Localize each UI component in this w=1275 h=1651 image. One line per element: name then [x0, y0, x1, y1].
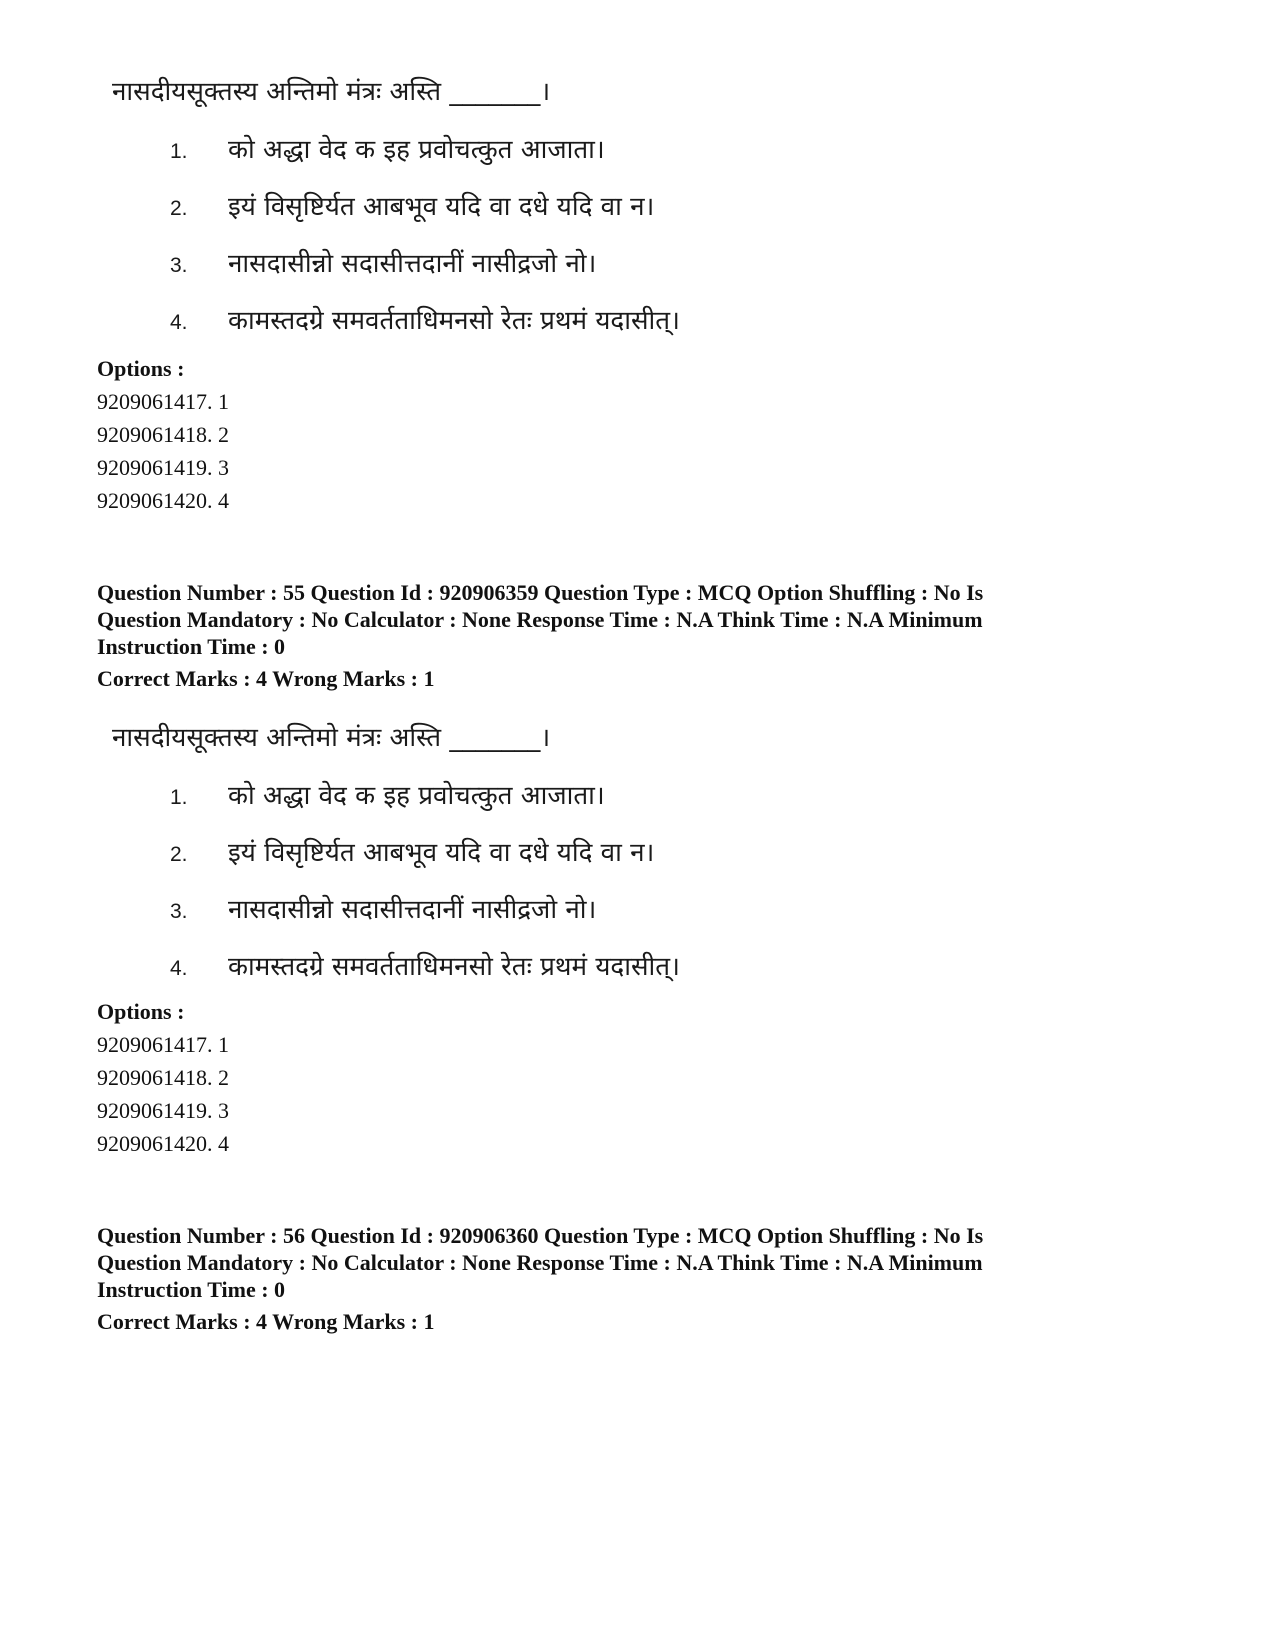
option-item: 9209061419. 3 — [97, 455, 229, 480]
option-item: 9209061420. 4 — [97, 1131, 229, 1156]
choice-text: को अद्धा वेद क इह प्रवोचत्कुत आजाता। — [228, 781, 605, 811]
question-image-block-2 — [112, 718, 812, 1004]
question-choice-list — [112, 776, 812, 1004]
choice-number: 2. — [170, 197, 188, 220]
question-choice — [112, 833, 812, 890]
question-stem: नासदीयसूक्तस्य अन्तिमो मंत्रः अस्ति _______। — [112, 723, 551, 753]
choice-number: 4. — [170, 957, 188, 980]
option-item: 9209061417. 1 — [97, 389, 229, 414]
choice-text: कामस्तदग्रे समवर्तताधिमनसो रेतः प्रथमं यदासीत्। — [228, 306, 680, 336]
options-list-2 — [97, 995, 229, 1160]
choice-number: 4. — [170, 311, 188, 334]
options-heading: Options : — [97, 356, 185, 381]
choice-text: इयं विसृष्टिर्यत आबभूव यदि वा दधे यदि वा न। — [228, 838, 655, 868]
options-list-1 — [97, 352, 229, 517]
metadata-line: Instruction Time : 0 — [97, 634, 286, 659]
choice-text: इयं विसृष्टिर्यत आबभूव यदि वा दधे यदि वा न। — [228, 192, 655, 222]
choice-number: 1. — [170, 786, 188, 809]
metadata-line: Question Mandatory : No Calculator : None Response Time : N.A Think Time : N.A Minimum — [97, 1250, 983, 1275]
question-metadata-55 — [97, 579, 1197, 692]
option-item: 9209061420. 4 — [97, 488, 229, 513]
metadata-line: Question Number : 56 Question Id : 920906360 Question Type : MCQ Option Shuffling : No Is — [97, 1223, 984, 1248]
choice-number: 2. — [170, 843, 188, 866]
option-item: 9209061418. 2 — [97, 1065, 229, 1090]
choice-text: कामस्तदग्रे समवर्तताधिमनसो रेतः प्रथमं यदासीत्। — [228, 952, 680, 982]
question-choice — [112, 776, 812, 833]
question-image-block-1 — [112, 72, 812, 358]
option-item: 9209061418. 2 — [97, 422, 229, 447]
choice-text: नासदासीन्नो सदासीत्तदानीं नासीद्रजो नो। — [228, 249, 597, 279]
question-choice — [112, 130, 812, 187]
metadata-line: Question Mandatory : No Calculator : None Response Time : N.A Think Time : N.A Minimum — [97, 607, 983, 632]
question-choice — [112, 244, 812, 301]
choice-text: को अद्धा वेद क इह प्रवोचत्कुत आजाता। — [228, 135, 605, 165]
marks-line: Correct Marks : 4 Wrong Marks : 1 — [97, 1309, 435, 1334]
choice-number: 3. — [170, 900, 188, 923]
choice-number: 1. — [170, 140, 188, 163]
question-choice — [112, 301, 812, 358]
marks-line: Correct Marks : 4 Wrong Marks : 1 — [97, 666, 435, 691]
question-choice — [112, 187, 812, 244]
choice-text: नासदासीन्नो सदासीत्तदानीं नासीद्रजो नो। — [228, 895, 597, 925]
options-heading: Options : — [97, 999, 185, 1024]
metadata-line: Instruction Time : 0 — [97, 1277, 286, 1302]
question-metadata-56 — [97, 1222, 1197, 1335]
question-stem: नासदीयसूक्तस्य अन्तिमो मंत्रः अस्ति _______। — [112, 77, 551, 107]
option-item: 9209061419. 3 — [97, 1098, 229, 1123]
choice-number: 3. — [170, 254, 188, 277]
question-choice-list — [112, 130, 812, 358]
option-item: 9209061417. 1 — [97, 1032, 229, 1057]
question-choice — [112, 890, 812, 947]
metadata-line: Question Number : 55 Question Id : 920906359 Question Type : MCQ Option Shuffling : No Is — [97, 580, 984, 605]
